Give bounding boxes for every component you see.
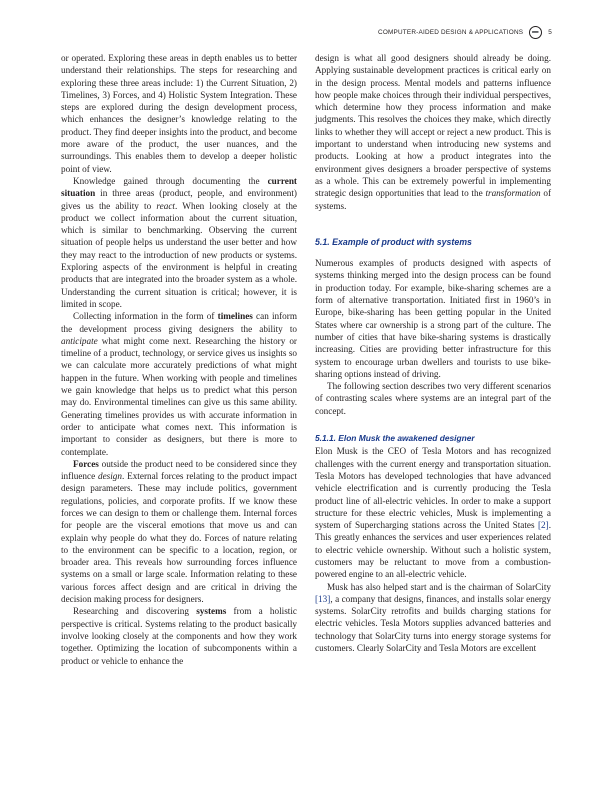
journal-logo-icon: ➖ — [529, 26, 542, 39]
section-heading-5-1: 5.1. Example of product with systems — [315, 236, 472, 247]
paragraph-design-continued: design is what all good designers should already be doing. Applying sustainable development practices is critical early on in the design process. Mental models and patterns influence how people make choices through their individual perspectives, which determine how they process information and make judgments. This resolves the choices they make, which directly links to whether they will accept or reject a new product. This is important to understand when introducing new systems and products. Looking at how a product integrates into the environment gives designers a broader perspective of systems as a whole. This can be extremely powerful in implementing strategic design opportunities that lead to the transformation of systems. — [315, 53, 552, 211]
citation-link[interactable]: [13] — [315, 593, 331, 604]
right-column — [315, 52, 551, 654]
paragraph-systems: Researching and discovering systems from a holistic perspective is critical. Systems relating to the product basically involve looking closely at the components and how they work together. Optimizing the location of subcomponents within a product or vehicle to enhance the — [61, 606, 297, 666]
paragraph-solarcity: Musk has also helped start and is the chairman of SolarCity [13], a company that designs, finances, and installs solar energy systems. SolarCity retrofits and builds charging stations for electric vehicles. Tesla Motors supplies advanced batteries and technology that SolarCity turns into energy storage systems for customers. Clearly SolarCity and Tesla Motors are excellent — [315, 581, 551, 654]
journal-title: COMPUTER-AIDED DESIGN & APPLICATIONS — [378, 29, 524, 36]
paragraph-scenarios: The following section describes two very different scenarios of contrasting scales where systems are an integral part of the concept. — [315, 381, 551, 416]
term-transformation: transformation — [485, 188, 541, 199]
left-column — [61, 52, 297, 667]
term-current-situation: current situation — [61, 175, 297, 199]
paragraph-intro: or operated. Exploring these areas in depth enables us to better understand their relationships. The steps for researching and exploring these three areas include: 1) the Current Situation, 2) Timelines, 3) Forces, and 4) Holistic System Integration. These steps are explored during the design development process, which enhances the designer’s knowledge relating to the product. They find deeper insights into the product, and become more aware of the product, the user nuances, and the surroundings. This enables them to develop a deeper holistic point of view. — [61, 53, 297, 174]
term-react: react — [156, 200, 175, 211]
term-timelines: timelines — [217, 311, 253, 322]
paragraph-current-situation: Knowledge gained through documenting the current situation in three areas (product, people, and environment) gives us the ability to react. When looking closely at the product we collect information about the current situation, which is similar to benchmarking. Observing the current situation of people helps us understand the user better and how they may react to the introduction of new products or systems. Exploring aspects of the environment is helpful in creating products that are integrated into the broader system as a whole. Understanding the current situation is critical; however, it is limited in scope. — [61, 175, 297, 309]
term-forces: Forces — [73, 458, 99, 469]
term-design: design — [98, 471, 122, 482]
paragraph-bike-sharing: Numerous examples of products designed with aspects of systems thinking merged into the design process can be found in production today. For example, bike-sharing schemes are a form of alternative transportation. Initiated first in 1960’s in Europe, bike-sharing has been getting popular in the United States where car ownership is a strong part of the culture. The number of cities that have bike-sharing systems is drastically increasing. Cities are providing better infrastructure for this system to encourage urban dwellers and tourists to use bike-sharing options instead of driving. — [315, 258, 551, 379]
paragraph-timelines: Collecting information in the form of timelines can inform the development process giving designers the ability to anticipate what might come next. Researching the history or timeline of a product, technology, or service gives us insights so we can calculate more accurately predictions of what might happen in the future. When working with people and timelines we gain knowledge that helps us to predict what this person may do. Environmental timelines can give us this same ability. Generating timelines provides us with accurate information in order to anticipate what comes next. This information is important to consider as designers, but there is more to contemplate. — [61, 311, 297, 457]
term-anticipate: anticipate — [61, 335, 98, 346]
paragraph-forces: Forces outside the product need to be considered since they influence design. External forces relating to the product impact design parameters. These may include politics, government regulations, policies, and corporate profits. If we know these forces we can design to them or challenge them. Internal forces for people are the visceral emotions that move us and can explain why people do what they do. Forces of nature relating to the environment can be specific to a location, region, or broader area. This reveals how surrounding forces influence systems on a small or large scale. Information relating to these various forces affect design and are critical in driving the decision making process for designers. — [61, 458, 298, 605]
term-systems: systems — [196, 606, 227, 617]
citation-link[interactable]: [2] — [537, 520, 549, 531]
page-number: 5 — [548, 29, 552, 36]
subsection-heading-5-1-1: 5.1.1. Elon Musk the awakened designer — [315, 433, 475, 444]
paragraph-elon-musk: Elon Musk is the CEO of Tesla Motors and has recognized challenges with the current energy and transportation situation. Tesla Motors has developed technologies that have advanced vehicle electrification and is currently producing the Tesla product line of all-electric vehicles. In order to make a support structure for these electric vehicles, Musk is implementing a system of Supercharging stations across the United States [2]. This greatly enhances the services and user experiences related to electric vehicle ownership. Without such a holistic system, customers may be reluctant to move from a combustion-powered engine to an all-electric vehicle. — [315, 446, 551, 580]
running-header — [378, 26, 552, 39]
